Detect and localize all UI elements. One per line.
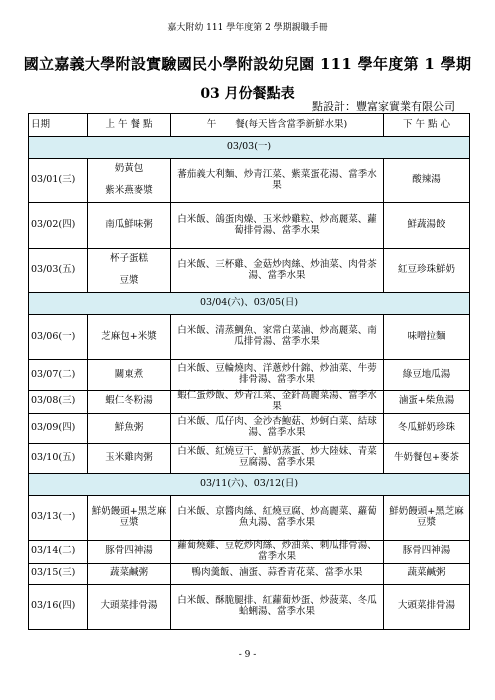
table-row <box>29 563 470 584</box>
col-header-date: 日期 <box>29 114 88 137</box>
afternoon-snack-cell: 味噌拉麵 <box>384 315 470 360</box>
table-body <box>29 137 470 630</box>
afternoon-snack-cell: 酸辣湯 <box>384 159 470 203</box>
lunch-cell: 白米飯、瓜仔肉、金沙杏鮑菇、炒蚵白菜、結球湯、當季水果 <box>171 413 384 443</box>
col-header-morning: 上 午 餐 點 <box>88 114 171 137</box>
afternoon-snack-cell: 鮮奶饅頭+黑芝麻豆漿 <box>384 495 470 540</box>
date-cell: 03/15(三) <box>29 563 88 584</box>
morning-meal-cell: 鮮奶饅頭+黑芝麻豆漿 <box>88 495 171 540</box>
section-date-label: 03/11(六)、03/12(日) <box>29 473 470 495</box>
afternoon-snack-cell: 滷蛋+柴魚湯 <box>384 391 470 414</box>
afternoon-snack-cell: 豚骨四神湯 <box>384 540 470 563</box>
date-cell: 03/09(四) <box>29 413 88 443</box>
menu-subtitle: 03 月份餐點表 <box>200 86 295 102</box>
section-row <box>29 473 470 495</box>
morning-meal-cell: 蝦仁冬粉湯 <box>88 391 171 414</box>
meal-table <box>28 113 470 630</box>
afternoon-snack-cell: 冬瓜鮮奶珍珠 <box>384 413 470 443</box>
date-cell: 03/08(三) <box>29 391 88 414</box>
date-cell: 03/16(四) <box>29 584 88 629</box>
lunch-cell: 蝦仁蛋炒飯、炒青江菜、金針高麗菜湯、當季水果 <box>171 391 384 414</box>
lunch-cell: 白米飯、酥脆腿排、紅蘿蔔炒蛋、炒菠菜、冬瓜蛤蜊湯、當季水果 <box>171 584 384 629</box>
lunch-cell: 白米飯、三杯雞、金菇炒肉絲、炒油菜、肉骨茶湯、當季水果 <box>171 249 384 293</box>
table-row <box>29 159 470 203</box>
table-row <box>29 391 470 414</box>
section-date-label: 03/03(一) <box>29 137 470 159</box>
lunch-cell: 白米飯、紅燒豆干、鮮奶蒸蛋、炒大陸妹、青菜豆腐湯、當季水果 <box>171 443 384 473</box>
page-title: 國立嘉義大學附設實驗國民小學附設幼兒園 111 學年度第 1 學期 <box>23 55 472 73</box>
morning-meal-cell: 杯子蛋糕 豆漿 <box>88 249 171 293</box>
lunch-cell: 鴨肉羹飯、滷蛋、蒜香青花菜、當季水果 <box>171 563 384 584</box>
morning-meal-cell: 關東煮 <box>88 360 171 391</box>
lunch-cell: 白米飯、京醬肉絲、紅燒豆腐、炒高麗菜、蘿蔔魚丸湯、當季水果 <box>171 495 384 540</box>
lunch-cell: 白米飯、鴿蛋肉燥、玉米炒雞粒、炒高麗菜、蘿蔔排骨湯、當季水果 <box>171 203 384 249</box>
date-cell: 03/03(五) <box>29 249 88 293</box>
afternoon-snack-cell: 蔬菜鹹粥 <box>384 563 470 584</box>
section-row <box>29 293 470 315</box>
col-header-lunch: 午 餐(每天皆含當季新鮮水果) <box>171 114 384 137</box>
table-row <box>29 540 470 563</box>
morning-meal-cell: 芝麻包+米漿 <box>88 315 171 360</box>
lunch-cell: 蘿蔔燒雞、豆乾炒肉絲、炒油菜、刺瓜排骨湯、當季水果 <box>171 540 384 563</box>
morning-meal-cell: 鮮魚粥 <box>88 413 171 443</box>
table-header-row <box>29 114 470 137</box>
morning-meal-cell: 奶黃包 紫米燕麥漿 <box>88 159 171 203</box>
afternoon-snack-cell: 大頭菜排骨湯 <box>384 584 470 629</box>
date-cell: 03/06(一) <box>29 315 88 360</box>
morning-meal-cell: 蔬菜鹹粥 <box>88 563 171 584</box>
section-date-label: 03/04(六)、03/05(日) <box>29 293 470 315</box>
afternoon-snack-cell: 綠豆地瓜湯 <box>384 360 470 391</box>
page-number: - 9 - <box>238 650 257 660</box>
lunch-cell: 白米飯、清蒸鯛魚、家常白菜滷、炒高麗菜、南瓜排骨湯、當季水果 <box>171 315 384 360</box>
date-cell: 03/02(四) <box>29 203 88 249</box>
morning-meal-cell: 大頭菜排骨湯 <box>88 584 171 629</box>
lunch-cell: 白米飯、豆輪燒肉、洋蔥炒什錦、炒油菜、牛蒡排骨湯、當季水果 <box>171 360 384 391</box>
section-row <box>29 137 470 159</box>
date-cell: 03/01(三) <box>29 159 88 203</box>
morning-meal-cell: 玉米雞肉粥 <box>88 443 171 473</box>
date-cell: 03/07(二) <box>29 360 88 391</box>
afternoon-snack-cell: 牛奶餐包+麥茶 <box>384 443 470 473</box>
date-cell: 03/14(二) <box>29 540 88 563</box>
morning-meal-cell: 豚骨四神湯 <box>88 540 171 563</box>
table-row <box>29 315 470 360</box>
morning-meal-cell: 南瓜鮮味粥 <box>88 203 171 249</box>
handbook-header: 嘉大附幼 111 學年度第 2 學期親職手冊 <box>167 23 328 33</box>
designer-credit: 點設計：豐富家實業有限公司 <box>312 100 455 113</box>
lunch-cell: 蕃茄義大利麵、炒青江菜、紫菜蛋花湯、當季水果 <box>171 159 384 203</box>
table-row <box>29 443 470 473</box>
date-cell: 03/13(一) <box>29 495 88 540</box>
table-row <box>29 495 470 540</box>
col-header-snack: 下 午 點 心 <box>384 114 470 137</box>
table-row <box>29 360 470 391</box>
afternoon-snack-cell: 鮮蔬湯餃 <box>384 203 470 249</box>
table-row <box>29 203 470 249</box>
date-cell: 03/10(五) <box>29 443 88 473</box>
afternoon-snack-cell: 紅豆珍珠鮮奶 <box>384 249 470 293</box>
table-row <box>29 249 470 293</box>
table-row <box>29 584 470 629</box>
table-row <box>29 413 470 443</box>
